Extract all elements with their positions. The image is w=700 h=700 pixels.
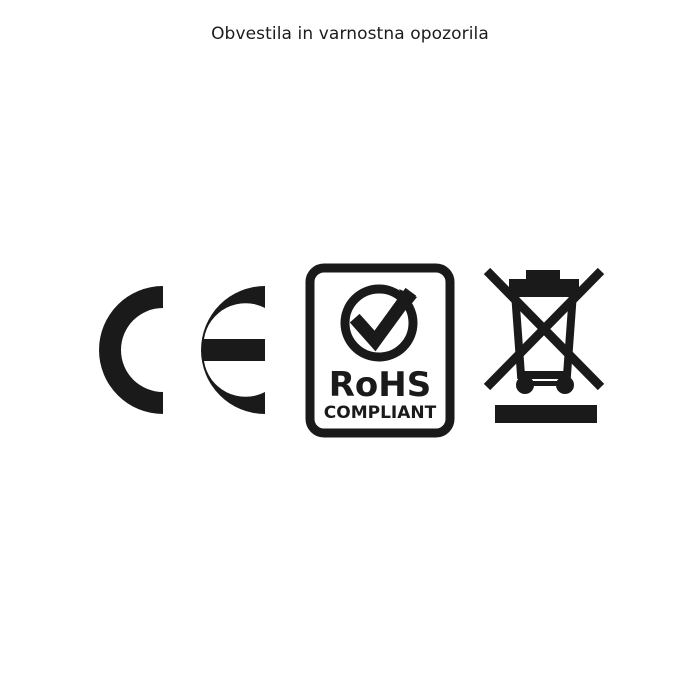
rohs-label: RoHS (328, 364, 432, 405)
rohs-mark-symbol (305, 263, 455, 438)
compliance-symbols-row (0, 255, 700, 445)
ce-marking-icon (89, 270, 279, 430)
ce-mark-symbol (89, 270, 279, 430)
weee-crossed-out-wheelie-bin-icon (481, 263, 611, 438)
weee-mark-symbol (481, 263, 611, 438)
rohs-compliant-label: COMPLIANT (323, 402, 437, 423)
rohs-compliant-icon (305, 263, 455, 438)
page-title: Obvestila in varnostna opozorila (211, 24, 489, 44)
